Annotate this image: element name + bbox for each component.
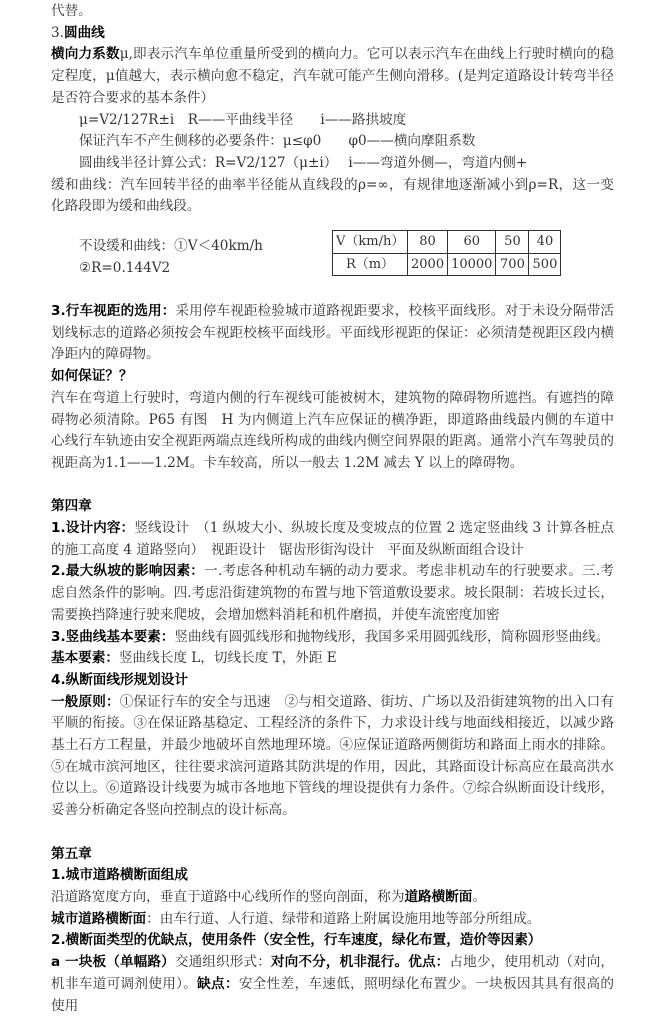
term: 1.设计内容：: [51, 520, 135, 537]
term: 3.竖曲线基本要素：: [51, 628, 175, 645]
table-cell: 2000: [408, 253, 448, 276]
paragraph-lateral-force: [51, 44, 614, 109]
term: 一般原则：: [51, 693, 120, 710]
text: 竖曲线长度 L，切线长度 T，外距 E: [118, 650, 337, 667]
paragraph-max-grade: [51, 561, 614, 626]
paragraph-principles: [51, 692, 614, 822]
text: 占地少，使用机动（对向，机非车道可调剂使用）。: [51, 954, 615, 992]
term: 道路横断面: [404, 888, 473, 905]
text: ①保证行车的安全与迅速 ②与相交道路、街坊、广场以及沿街建筑物的出入口有平顺的衔接。③在保证路基稳定、工程经济的条件下，力求设计线与地面线相接近，以减少路基土石方工程量，并最少地破坏自然地理环境。④应保证道路两侧街坊和路面上雨水的排除。⑤在城市滨河地区，往往要求滨河道路其防洪堤的作用，因此，其路面设计标高应在最高洪水位以上。⑥道路设计线要为城市各地地下管线的埋设提供有力条件。⑦综合纵断面设计线形，妥善分析确定各竖向控制点的设计标高。: [51, 693, 615, 819]
paragraph-single-board: [51, 952, 614, 1017]
paragraph-composition: [51, 909, 614, 931]
term: 缺点：: [197, 975, 239, 992]
condition-line: ②R=0.144V2: [79, 259, 171, 276]
speed-radius-table: [332, 230, 561, 276]
paragraph-vertical-curve: [51, 627, 614, 649]
paragraph-definition: [51, 887, 614, 909]
formula-line: μ=V2/127R±i R——平曲线半径 i——路拱坡度: [79, 111, 407, 128]
term: 城市道路横断面: [51, 910, 147, 927]
paragraph-sight-distance: [51, 301, 614, 366]
term: 对向不分，机非混行。优点：: [270, 954, 450, 971]
table-row: [333, 253, 561, 276]
table-cell: 10000: [448, 253, 496, 276]
section-number: 3.: [51, 24, 64, 41]
section-title: 圆曲线: [63, 24, 105, 41]
paragraph-basic-elements: [51, 648, 614, 670]
table-cell: 700: [496, 253, 529, 276]
text: μ,即表示汽车单位重量所受到的横向力。它可以表示汽车在曲线上行驶时横向的稳定程度，μ值越大，表示横向愈不稳定，汽车就可能产生侧向滑移。(是判定道路设计转弯半径是否符合要求的基本条件）: [51, 46, 615, 106]
text: 安全性差，车速低，照明绿化布置少。一块板因其具有很高的使用: [51, 975, 614, 1014]
paragraph-transition-curve: 缓和曲线：汽车回转半径的曲率半径能从直线段的ρ=∞，有规律地逐渐减小到ρ=R，这一变化路段即为缓和曲线段。: [51, 176, 614, 215]
table-cell: 40: [529, 231, 561, 254]
text: 。: [472, 888, 486, 905]
subheading: 1.城市道路横断面组成: [51, 867, 188, 884]
table-row: [333, 231, 561, 254]
term: 2.最大纵坡的影响因素：: [51, 563, 205, 580]
subheading: 4.纵断面线形规划设计: [51, 671, 188, 688]
paragraph-design-content: [51, 518, 614, 561]
paragraph-answer: 汽车在弯道上行驶时，弯道内侧的行车视线可能被树木，建筑物的障碍物所遮挡。有遮挡的障碍物必须清除。P65 有图 H 为内侧道上汽车应保证的横净距，即道路曲线最内侧的车道中心线行车轨迹由安全视距两端点连线所构成的曲线内侧空间界限的距离。通常小汽车驾驶员的视距高为1.1——1.2M。卡车较高，所以一般去 1.2M 减去 Y 以上的障碍物。: [51, 389, 614, 471]
intro-line: 代替。: [51, 3, 92, 19]
formula-line: 保证汽车不产生侧移的必要条件：μ≤φ0 φ0——横向摩阻系数: [79, 133, 476, 150]
section-heading: [51, 23, 614, 45]
text: 采用停车视距检验城市道路视距要求，校核平面线形。对于未设分隔带活划线标志的道路必须按会车视距校核平面线形。平面线形视距的保证：必须清楚视距区段内横净距内的障碍物。: [51, 303, 615, 363]
text: 竖曲线有圆弧线形和抛物线形，我国多采用圆弧线形，简称圆形竖曲线。: [174, 628, 610, 645]
text: 一.考虑各种机动车辆的动力要求。考虑非机动车的行驶要求。三.考虑自然条件的影响。四.考虑沿街建筑物的布置与地下管道敷设要求。坡长限制：若坡长过长，需要换挡降速行驶来爬坡，会增加燃料消耗和机件磨损，并使车流密度加密: [51, 563, 615, 623]
question-heading: 如何保证？？: [51, 368, 133, 385]
no-transition-conditions: [79, 236, 263, 279]
table-cell: 80: [408, 231, 448, 254]
chapter-5-title: 第五章: [51, 845, 92, 862]
text: 沿道路宽度方向，垂直于道路中心线所作的竖向剖面，称为: [51, 888, 405, 905]
term: 横向力系数: [51, 46, 120, 63]
term: 3.行车视距的选用：: [51, 303, 176, 320]
term: a 一块板（单幅路）: [51, 954, 175, 971]
formula-line: 圆曲线半径计算公式：R=V2/127（μ±i） i——弯道外侧—，弯道内侧+: [79, 154, 528, 171]
text: 竖线设计 （1 纵坡大小、纵坡长度及变坡点的位置 2 选定竖曲线 3 计算各桩点的施工高度 4 道路竖向） 视距设计 锯齿形街沟设计 平面及纵断面组合设计: [51, 520, 615, 558]
subheading: 2.横断面类型的优缺点，使用条件（安全性，行车速度，绿化布置，造价等因素）: [51, 932, 542, 949]
text: ：由车行道、人行道、绿带和道路上附属设施用地等部分所组成。: [146, 910, 541, 927]
table-cell: 50: [496, 231, 529, 254]
text: 交通组织形式：: [174, 954, 271, 971]
table-cell: 500: [529, 253, 561, 276]
chapter-4-title: 第四章: [51, 498, 92, 515]
condition-line: 不设缓和曲线：①V＜40km/h: [79, 238, 263, 255]
table-header-cell: R（m）: [333, 253, 408, 276]
table-cell: 60: [448, 231, 496, 254]
document-page: [51, 1, 614, 1017]
no-transition-block: [51, 236, 614, 301]
term: 基本要素：: [51, 650, 119, 667]
table-header-cell: V（km/h）: [333, 231, 408, 254]
